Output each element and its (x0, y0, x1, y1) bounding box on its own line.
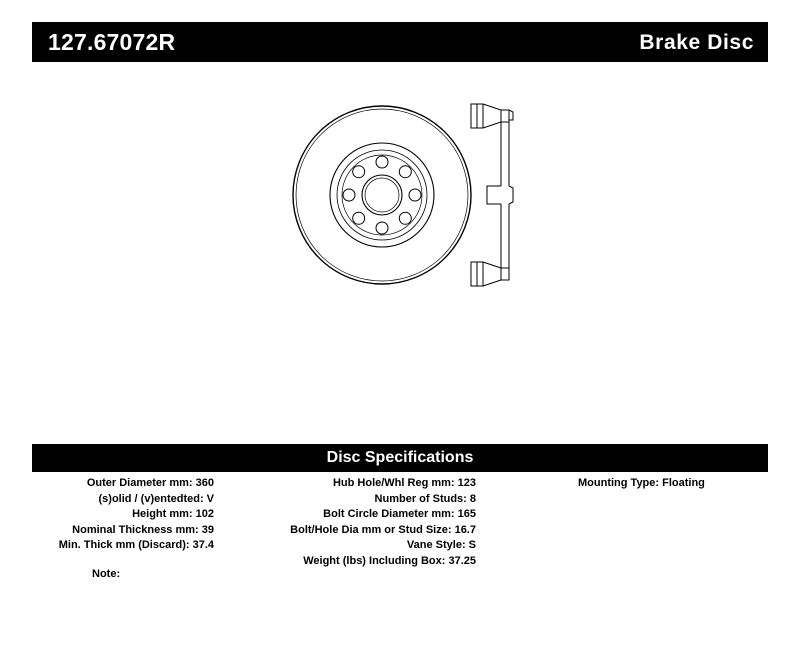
spec-item: (s)olid / (v)entedted: V (98, 492, 214, 505)
spec-item: Min. Thick mm (Discard): 37.4 (58, 539, 214, 551)
page-title: Brake Disc (639, 30, 754, 54)
spec-item: Bolt/Hole Dia mm or Stud Size: 16.7 (290, 523, 476, 536)
rotor-cross-section-view (457, 100, 567, 295)
spec-section-header (32, 444, 768, 472)
spec-column-middle (222, 476, 482, 569)
spec-column-right (482, 476, 768, 569)
spec-item: Nominal Thickness mm: 39 (72, 523, 214, 536)
spec-column-left (32, 476, 222, 569)
spec-item: Number of Studs: 8 (374, 492, 476, 505)
technical-drawing (32, 80, 768, 430)
note-label: Note: (92, 568, 121, 580)
part-number: 127.67072R (48, 28, 176, 55)
note-row (32, 568, 768, 580)
spec-item: Outer Diameter mm: 360 (86, 477, 214, 489)
header-bar (32, 22, 768, 62)
spec-columns (32, 476, 768, 569)
rotor-face-view (287, 100, 477, 295)
spec-section-title: Disc Specifications (326, 449, 474, 466)
spec-item: Bolt Circle Diameter mm: 165 (323, 508, 476, 520)
spec-item: Weight (lbs) Including Box: 37.25 (303, 554, 476, 567)
spec-item: Hub Hole/Whl Reg mm: 123 (332, 477, 476, 489)
spec-item: Mounting Type: Floating (578, 477, 705, 489)
spec-item: Height mm: 102 (132, 508, 214, 520)
spec-item: Vane Style: S (406, 539, 476, 551)
